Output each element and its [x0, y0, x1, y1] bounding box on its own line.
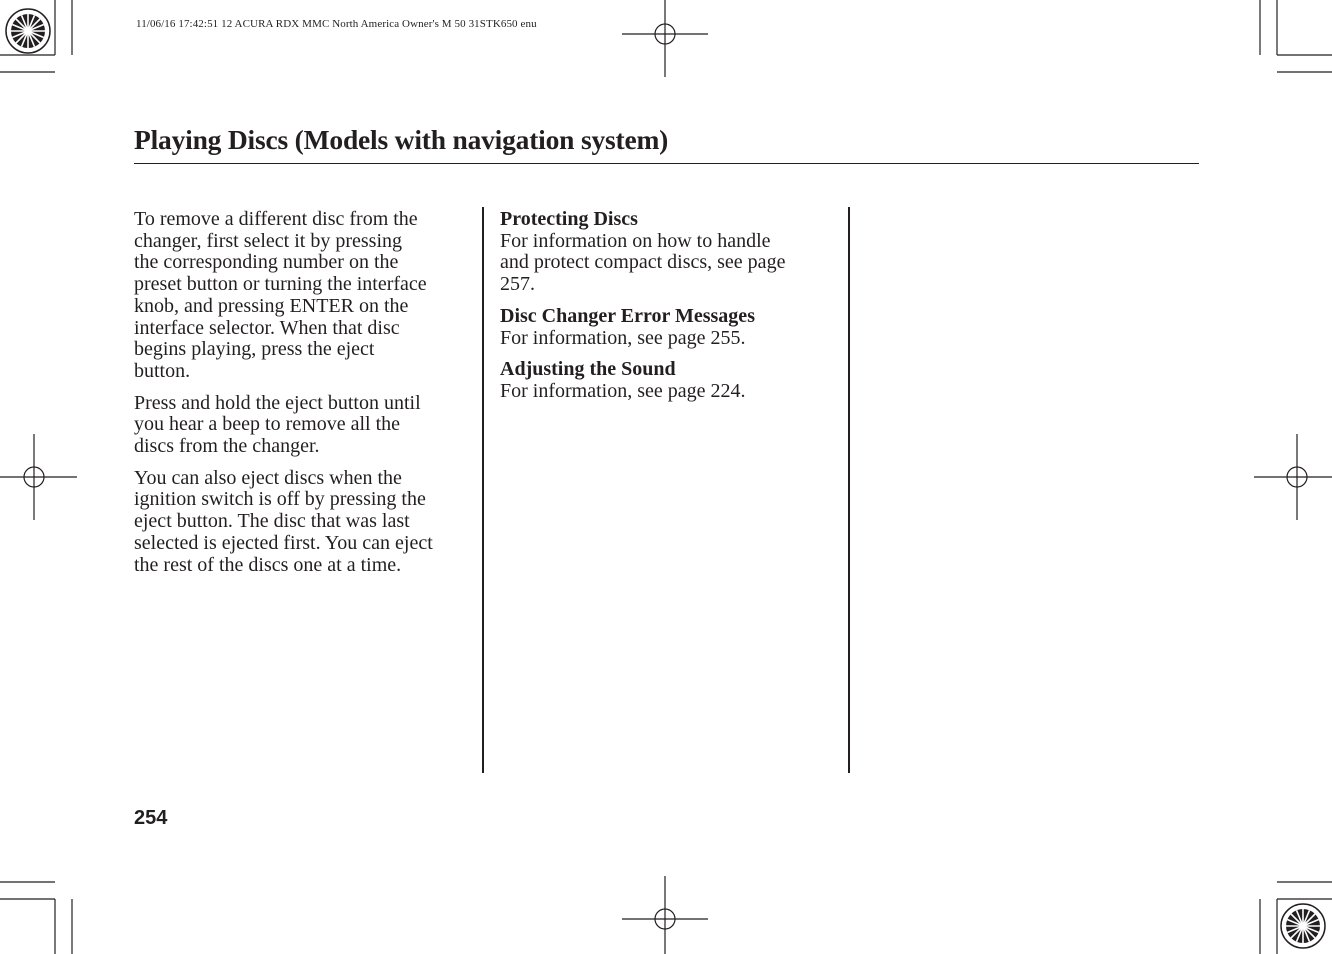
section-adjusting-sound	[500, 359, 840, 402]
page-number: 254	[134, 807, 168, 829]
section-text: For information on how to handle and protect compact discs, see page 257.	[500, 229, 786, 296]
right-column	[500, 209, 840, 413]
paragraph-remove-disc: To remove a different disc from the changer, first select it by pressing the corresponding number on the preset button or turning the interface knob, and pressing ENTER on the interface selector. When that disc begins playing, press the eject button.	[134, 208, 427, 382]
paragraph-eject-all: Press and hold the eject button until you hear a beep to remove all the discs from the changer.	[134, 391, 421, 458]
page-title: Playing Discs (Models with navigation system)	[134, 124, 669, 155]
section-text: For information, see page 224.	[500, 379, 746, 402]
section-heading: Disc Changer Error Messages	[500, 304, 755, 327]
section-heading: Adjusting the Sound	[500, 358, 676, 381]
print-info: 11/06/16 17:42:51 12 ACURA RDX MMC North America Owner's M 50 31STK650 enu	[136, 18, 537, 30]
section-text: For information, see page 255.	[500, 326, 746, 349]
column-divider	[848, 207, 850, 773]
section-heading: Protecting Discs	[500, 208, 638, 230]
title-rule	[134, 163, 1199, 164]
section-error-messages	[500, 306, 840, 349]
left-column	[134, 209, 474, 586]
column-divider	[482, 207, 484, 773]
section-protecting-discs	[500, 209, 840, 296]
paragraph-ignition-off: You can also eject discs when the ignition switch is off by pressing the eject button. The disc that was last selected is ejected first. You can eject the rest of the discs one at a time.	[134, 466, 433, 576]
